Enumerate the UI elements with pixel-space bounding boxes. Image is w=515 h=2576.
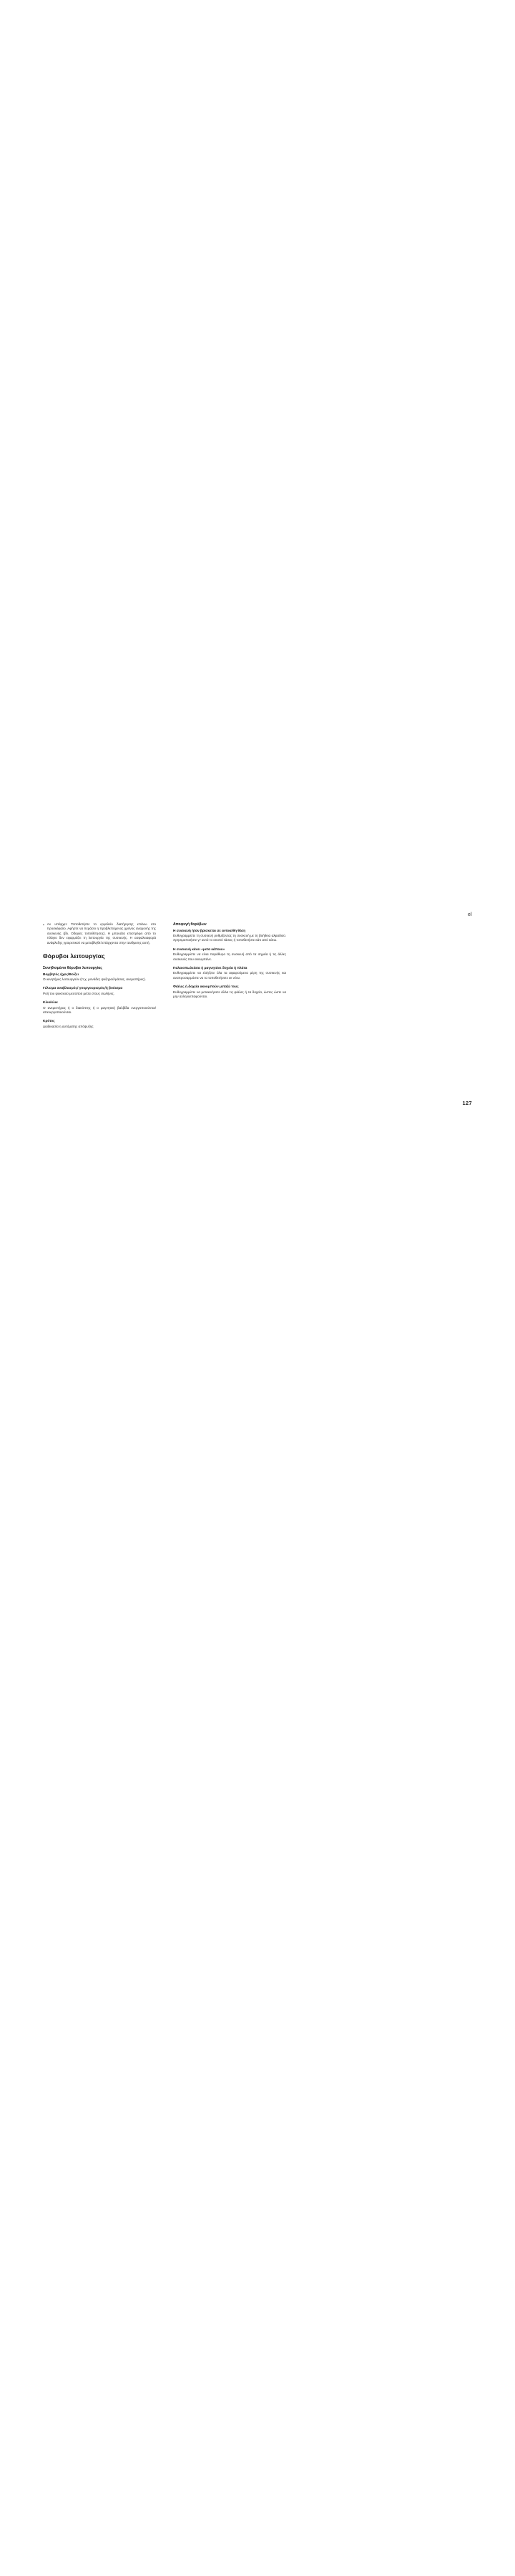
remedy-entry xyxy=(173,985,286,999)
noise-term: Κλικ/κλικ xyxy=(43,1001,58,1005)
noise-description: Διαδικασία η αυτόματης απόψυξης xyxy=(43,1024,94,1028)
subsection-title-avoiding-noises: Αποφυγή θορύβων xyxy=(173,922,207,927)
remedy-description: Ευθυγραμμίστε να ελέγξετε όλα τα αφαιρούμενα μέρη της συσκευής και αναπροσαρμόστε να τα τοποθετήσετε εκ νέου. xyxy=(173,971,286,980)
noise-term: Βομβητός ήχος/Βοίζει xyxy=(43,972,79,977)
noise-description: Οι κινητήρες λειτουργούν (π.χ. μονάδες ψυξηρού/μάσας, ανεμιστήρες). xyxy=(43,977,146,982)
noise-description: Ροή του ψυκτικού μεσοπού μέσα στους σωλήνες. xyxy=(43,991,115,995)
remedy-term: Η συσκευή ήταν βρίσκεται σε αντικείθη θέση xyxy=(173,929,246,933)
remedy-term: Παλαιοπωλείατα ή μαγνητάνε δοχεία ή πλάτα xyxy=(173,967,247,971)
bullet-paragraph xyxy=(43,922,156,945)
remedy-description: Ευθυγραμμίστε τη συσκευή ρυθμίζοντας τη συσκευή με τη βοήθεια αλφαδιού. Χρησιμοποιήστε γι' αυτό το σκοπό τάσεις ή τοποθετήστε κάτι από κάτω. xyxy=(173,934,286,942)
subsection-title-normal-noises: Συνηθισμένοι θόρυβοι λειτουργίας xyxy=(43,966,102,971)
remedy-entry xyxy=(173,967,286,980)
two-column-layout xyxy=(43,922,472,1034)
bullet-paragraph-text: Αν υπάρχει: Τοποθετήστε το εργαλείο διατήρησης επάνω στο προσκέφαλο. Αφήστε να περάσει η προβλεπόμενος χρόνος αναμονής της συσκευής (βλ. Οδηγίες τοποθέτησης). Η μπουάτα επιστρέφει από το πλάγιο δεν εφαρμόζει τη λειτουργία της συσκευής. Η ασφαλειαφορά ανάφλεξης γροιρετικού να μεταβληθεί επάρχοντα στην ταυθμισης αυτή. xyxy=(46,922,156,945)
page-number: 127 xyxy=(462,1100,472,1106)
right-column xyxy=(173,922,286,1034)
remedy-entry xyxy=(173,930,286,943)
remedy-entry xyxy=(173,948,286,962)
remedy-term: Φιάλες ή δοχεία ακουμπούν μεταξύ τους xyxy=(173,985,239,990)
noise-entry xyxy=(43,1020,156,1029)
noise-term: Γέλισμα αναβλυσμός/ γουργουρισμός/ή βούισμα xyxy=(43,987,123,991)
noise-description: Ο ανεμιστήρας ή ο διακόπτης ή ο μαγνητική βαλβίδα ενεργοποιούνται/ απενεργοποιούνται. xyxy=(43,1005,156,1015)
page-content-area xyxy=(43,912,472,1342)
noise-entry xyxy=(43,987,156,996)
section-title-operating-noises: Θόρυβοι λειτουργίας xyxy=(43,952,105,960)
noise-entry xyxy=(43,1001,156,1015)
remedy-description: Ευθυγραμμίστε να μετακινήσετε άλλα τις φιάλες ή τα δοχεία, ώστες ώστε να μην αλληλοεπαφούνται. xyxy=(173,990,286,999)
noise-term: Κρότος xyxy=(43,1020,55,1024)
language-code: el xyxy=(467,912,472,917)
remedy-description: Ευθυγραμμίστε να είναι παράθυρο τη συσκευή από τα σημεία ή τις άλλες συσκευές που ακουμπάνε. xyxy=(173,952,286,961)
remedy-term: Η συσκευή κάνει «μετα κάποιο» xyxy=(173,947,225,952)
bullet-marker: ▪ xyxy=(43,923,44,927)
left-column xyxy=(43,922,156,1034)
noise-entry xyxy=(43,973,156,982)
